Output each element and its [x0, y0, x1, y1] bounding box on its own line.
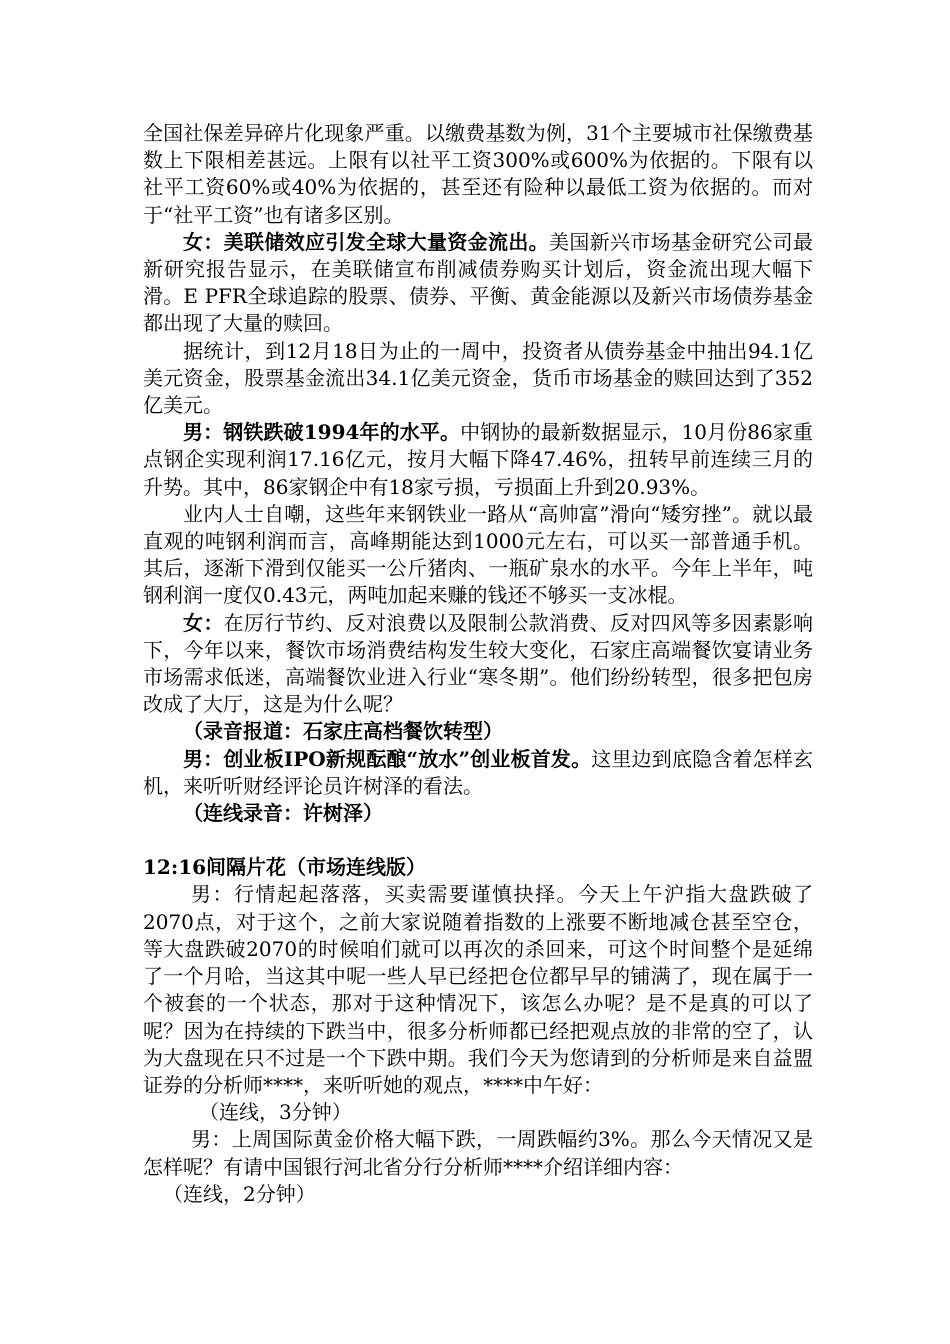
paragraph-fund-stats: 据统计，到12月18日为止的一周中，投资者从债券基金中抽出94.1亿美元资金，股票基金流出34.1亿美元资金，货币市场基金的赎回达到了352亿美元。	[143, 338, 813, 418]
recording-note-catering: （录音报道：石家庄高档餐饮转型）	[183, 719, 503, 744]
spacer	[143, 827, 813, 854]
paragraph-ipo: 男：创业板IPO新规酝酿“放水”创业板首发。这里边到底隐含着怎样玄机，来听听财经评论员许树泽的看法。	[143, 746, 814, 798]
paragraph-gold: 男：上周国际黄金价格大幅下跌，一周跌幅约3%。那么今天情况又是怎样呢？有请中国银行河北省分行分析师****介绍详细内容：	[143, 1127, 813, 1179]
document-body	[143, 120, 813, 1208]
paragraph-catering: 女：在厉行节约、反对浪费以及限制公款消费、反对四风等多因素影响下，今年以来，餐饮市场消费结构发生较大变化，石家庄高端餐饮宴请业务市场需求低迷，高端餐饮业进入行业“寒冬期”。他们纷纷转型，很多把包房改成了大厅，这是为什么呢？	[143, 610, 814, 717]
speaker-female: 女：	[183, 610, 224, 635]
headline-steel: 男：钢铁跌破1994年的水平。	[183, 420, 461, 445]
section-heading: 12:16间隔片花（市场连线版）	[143, 855, 427, 880]
recording-note-xu: （连线录音：许树泽）	[183, 801, 383, 826]
paragraph-market-call: 男：行情起起落落，买卖需要谨慎抉择。今天上午沪指大盘跌破了2070点，对于这个，之前大家说随着指数的上涨要不断地减仓甚至空仓，等大盘跌破2070的时候咱们就可以再次的杀回来，可这个时间整个是延绵了一个月哈，当这其中呢一些人早已经把仓位都早早的铺满了，现在属于一个被套的一个状态，那对于这种情况下，该怎么办呢？是不是真的可以了呢？因为在持续的下跌当中，很多分析师都已经把观点放的非常的空了，认为大盘现在只不过是一个下跌中期。我们今天为您请到的分析师是来自益盟证券的分析师****，来听听她的观点，****中午好：	[143, 882, 813, 1097]
paragraph-fed-outflow: 女：美联储效应引发全球大量资金流出。美国新兴市场基金研究公司最新研究报告显示，在美联储宣布削减债券购买计划后，资金流出现大幅下滑。E PFR全球追踪的股票、债券、平衡、黄金能源以及新兴市场债券基金都出现了大量的赎回。	[143, 229, 813, 336]
paragraph-social-security: 全国社保差异碎片化现象严重。以缴费基数为例，31个主要城市社保缴费基数上下限相差甚远。上限有以社平工资300%或600%为依据的。下限有以社平工资60%或40%为依据的，甚至还有险种以最低工资为依据的。而对于“社平工资”也有诸多区别。	[143, 121, 813, 227]
headline-ipo: 男：创业板IPO新规酝酿“放水”创业板首发。	[183, 746, 592, 771]
headline-fed: 女：美联储效应引发全球大量资金流出。	[183, 229, 549, 254]
call-note-3min: （连线，3分钟）	[199, 1100, 352, 1125]
call-note-2min: （连线，2分钟）	[163, 1181, 316, 1206]
paragraph-steel: 男：钢铁跌破1994年的水平。中钢协的最新数据显示，10月份86家重点钢企实现利润17.16亿元，按月大幅下降47.46%，扭转早前连续三月的升势。其中，86家钢企中有18家亏损，亏损面上升到20.93%。	[143, 420, 813, 499]
paragraph-steel-profit: 业内人士自嘲，这些年来钢铁业一路从“高帅富”滑向“矮穷挫”。就以最直观的吨钢利润而言，高峰期能达到1000元左右，可以买一部普通手机。其后，逐渐下滑到仅能买一公斤猪肉、一瓶矿泉水的水平。今年上半年，吨钢利润一度仅0.43元，两吨加起来赚的钱还不够买一支冰棍。	[143, 501, 813, 608]
